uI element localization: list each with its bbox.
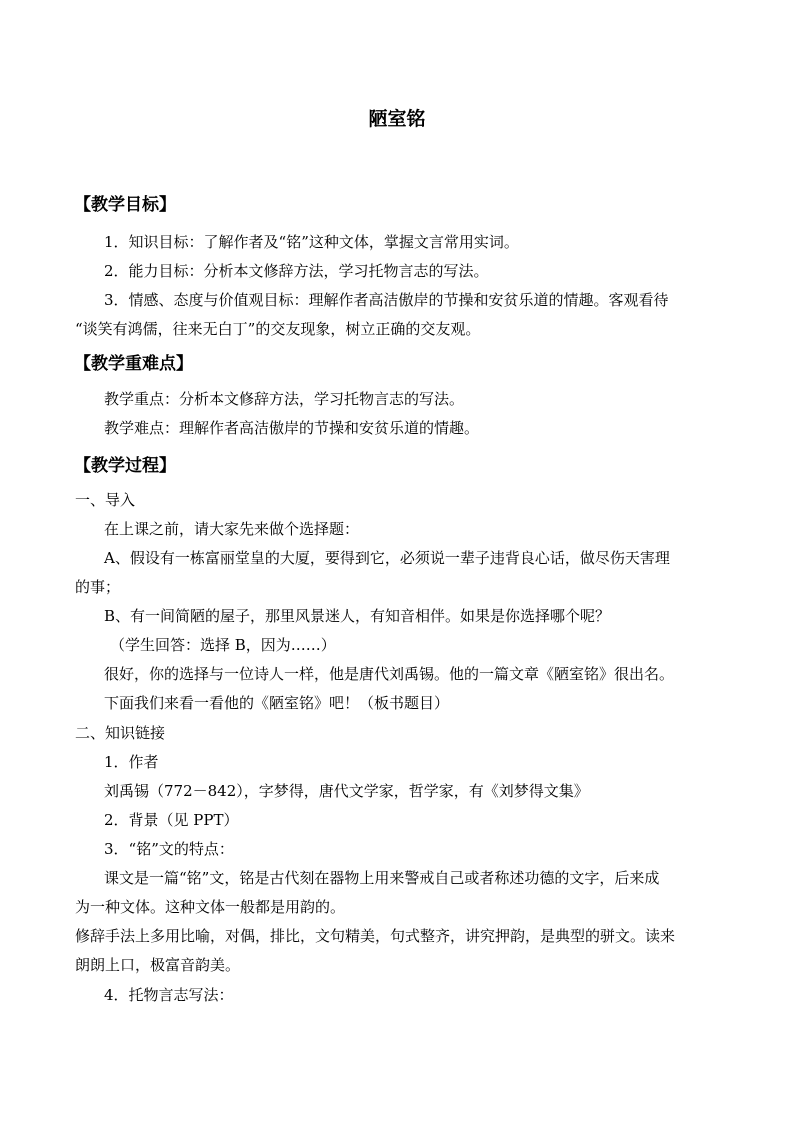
process-line: B、有一间简陋的屋子，那里风景迷人，有知音相伴。如果是你选择哪个呢？ — [104, 607, 611, 625]
process-line: 下面我们来看一看他的《陋室铭》吧！（板书题目） — [104, 694, 450, 712]
process-line: 在上课之前，请大家先来做个选择题： — [104, 520, 360, 538]
process-line: 刘禹锡（772－842），字梦得，唐代文学家，哲学家，有《刘梦得文集》 — [104, 782, 589, 800]
objective-item-3: 3．情感、态度与价值观目标：理解作者高洁傲岸的节操和安贫乐道的情趣。客观看待 — [104, 291, 669, 309]
process-line: 朗朗上口，极富音韵美。 — [75, 956, 241, 974]
process-line: 课文是一篇“铭”文，铭是古代刻在器物上用来警戒自己或者称述功德的文字，后来成 — [104, 869, 660, 887]
key-point-item-1: 教学重点：分析本文修辞方法，学习托物言志的写法。 — [104, 390, 465, 408]
objective-item-2: 2．能力目标：分析本文修辞方法，学习托物言志的写法。 — [104, 262, 489, 280]
key-point-item-2: 教学难点：理解作者高洁傲岸的节操和安贫乐道的情趣。 — [104, 419, 480, 437]
process-line: 4．托物言志写法： — [104, 986, 234, 1004]
process-line: 修辞手法上多用比喻，对偶，排比，文句精美，句式整齐，讲究押韵，是典型的骈文。读来 — [75, 927, 676, 945]
process-line: A、假设有一栋富丽堂皇的大厦，要得到它，必须说一辈子违背良心话，做尽伤天害理 — [104, 549, 670, 567]
section-heading-process: 【教学过程】 — [74, 456, 176, 476]
document-title: 陋室铭 — [368, 108, 426, 130]
process-line: （学生回答：选择 B，因为……） — [110, 636, 336, 654]
process-line: 的事； — [75, 578, 121, 596]
process-line: 二、知识链接 — [75, 724, 166, 742]
process-line: 1．作者 — [104, 753, 159, 771]
process-line: 很好，你的选择与一位诗人一样，他是唐代刘禹锡。他的一篇文章《陋室铭》很出名。 — [104, 665, 675, 683]
process-line: 3．“铭”文的特点： — [104, 840, 234, 858]
section-heading-key-points: 【教学重难点】 — [74, 354, 193, 374]
objective-item-1: 1．知识目标：了解作者及“铭”这种文体，掌握文言常用实词。 — [104, 233, 519, 251]
process-line: 为一种文体。这种文体一般都是用韵的。 — [75, 898, 346, 916]
process-line: 一、导入 — [75, 491, 136, 509]
objective-item-3-cont: “谈笑有鸿儒，往来无白丁”的交友现象，树立正确的交友观。 — [75, 320, 481, 338]
section-heading-objectives: 【教学目标】 — [74, 195, 176, 215]
process-line: 2．背景（见 PPT） — [104, 811, 239, 829]
